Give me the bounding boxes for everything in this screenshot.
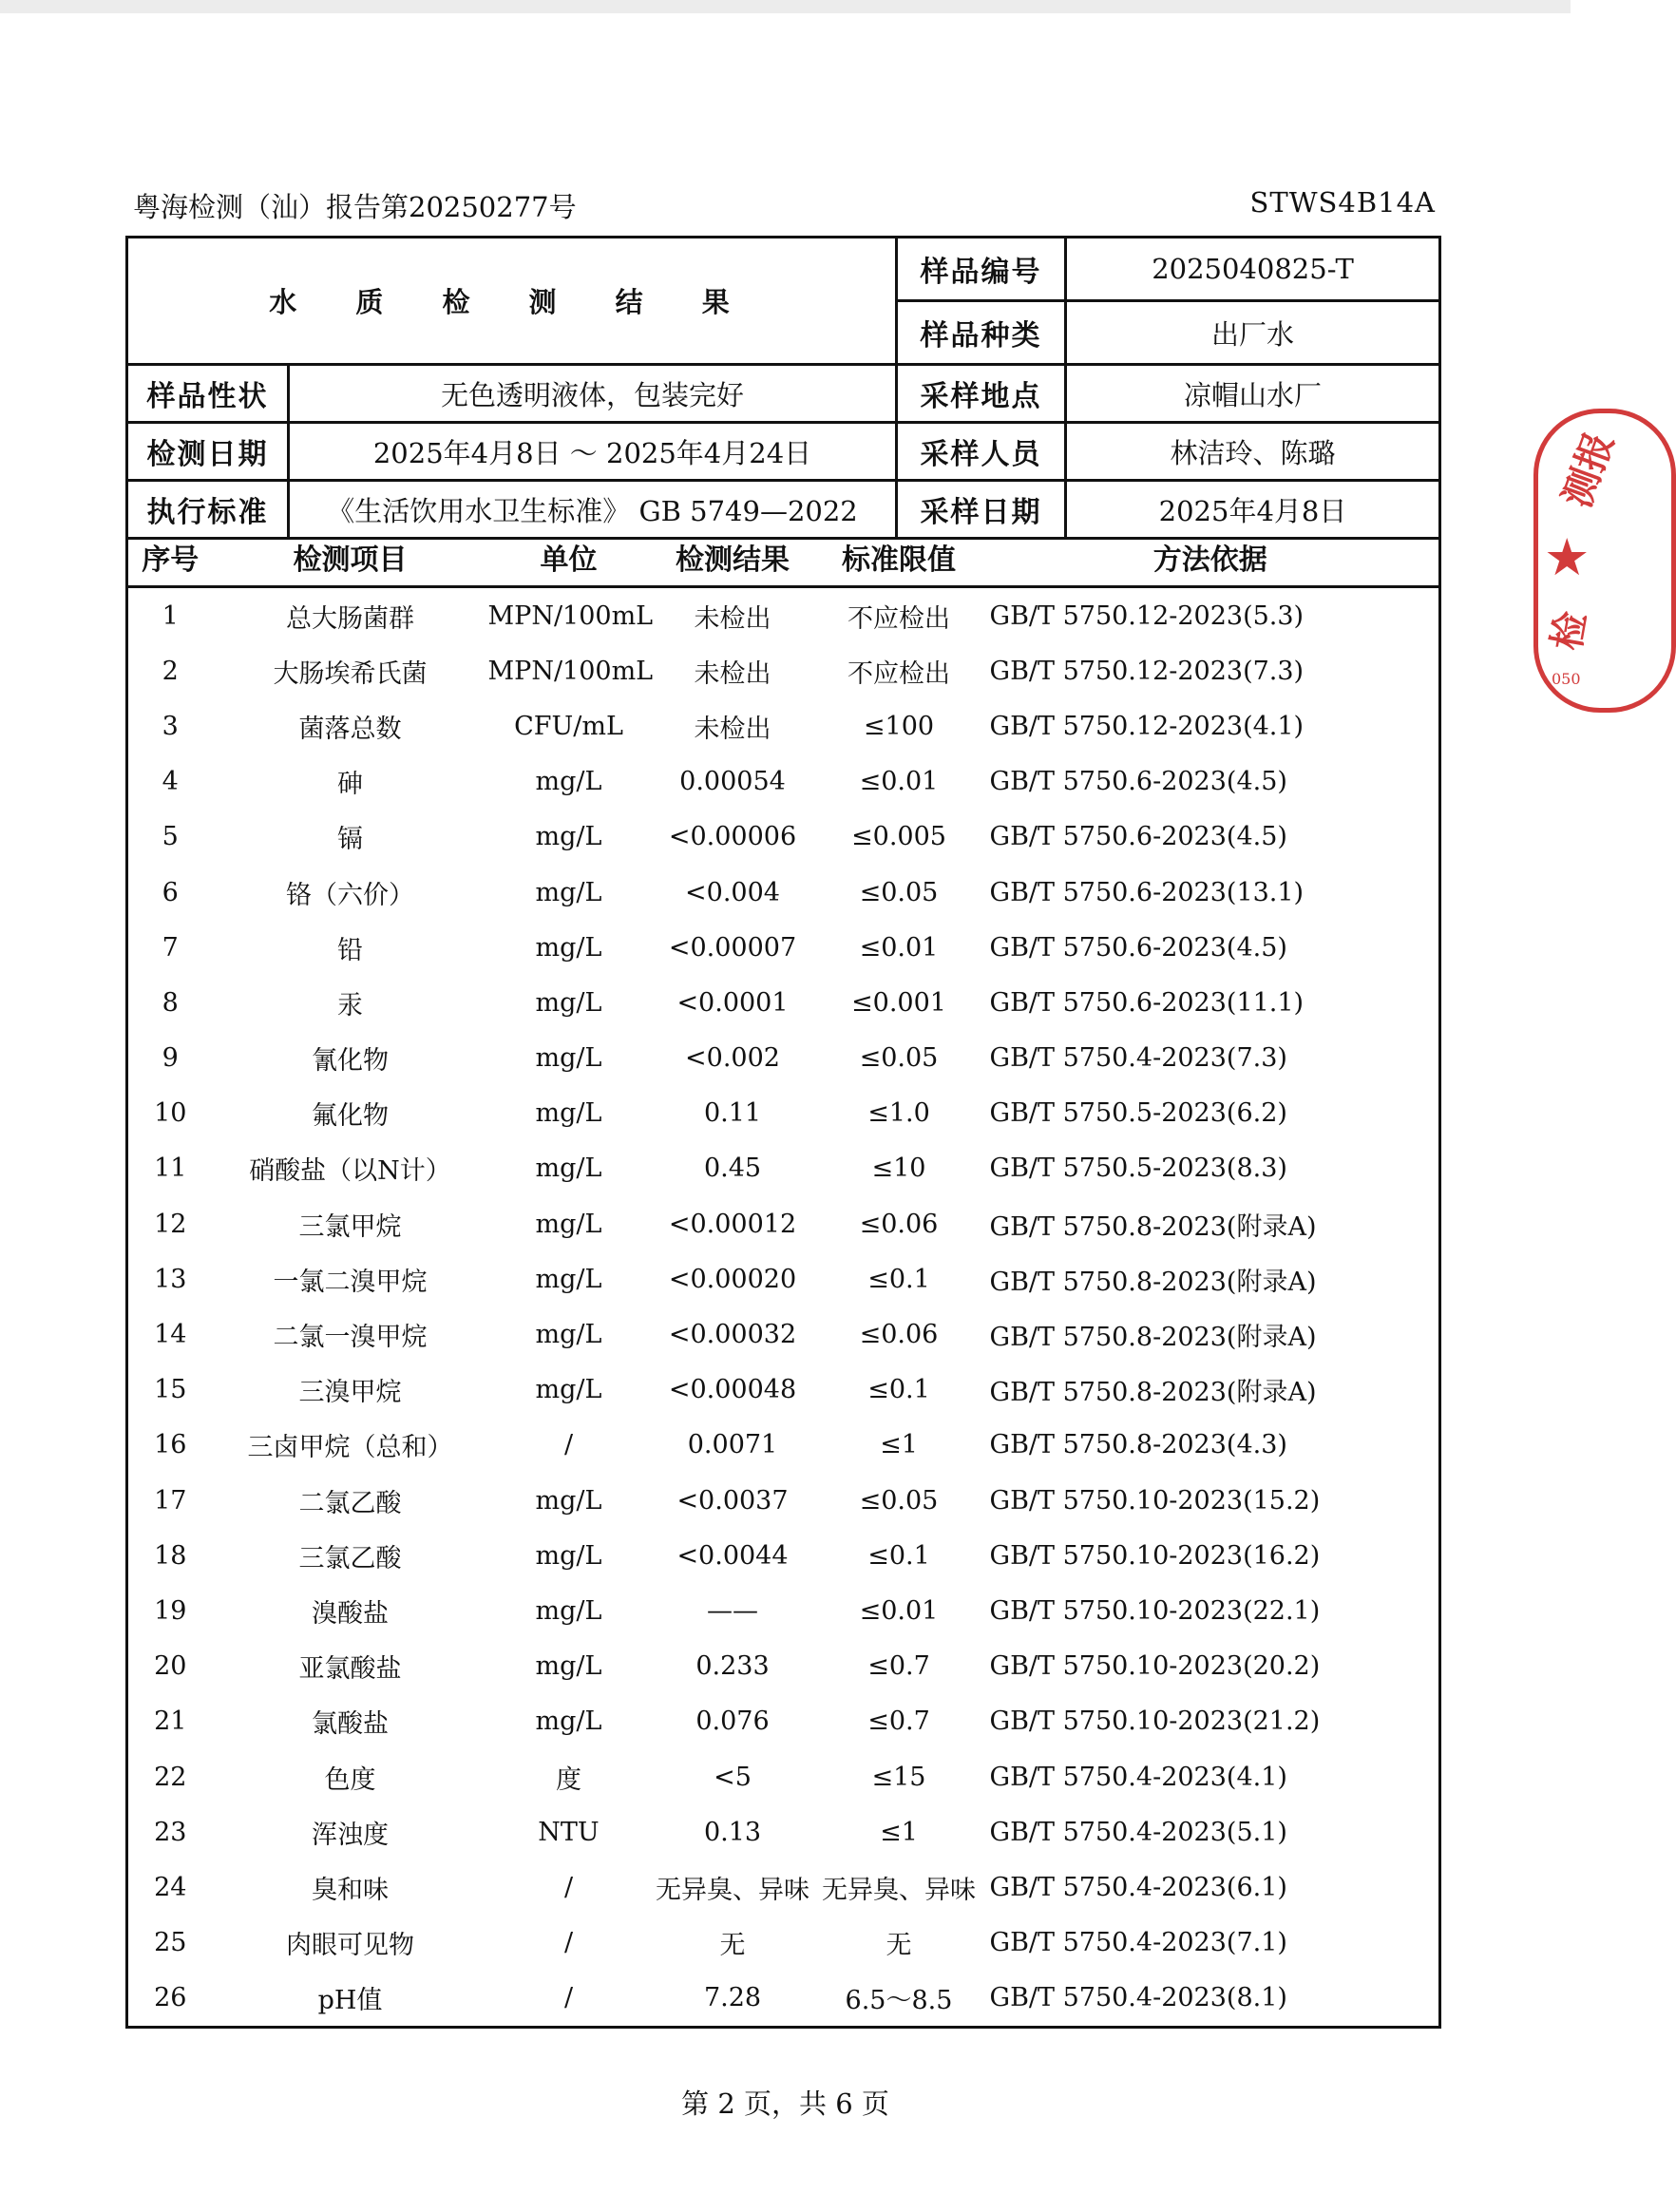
row-number: 3 [162, 711, 179, 741]
table-row [127, 865, 1440, 920]
test-method: GB/T 5750.6-2023(11.1) [989, 987, 1305, 1018]
limit-value: ≤0.05 [859, 1043, 939, 1074]
test-item: 亚氯酸盐 [298, 1654, 402, 1685]
table-row [127, 1583, 1440, 1638]
table-row [127, 1473, 1440, 1528]
test-result: <0.00020 [668, 1264, 797, 1294]
table-row [127, 698, 1440, 753]
star-icon: ★ [1544, 527, 1590, 587]
table-row [127, 1916, 1440, 1971]
row-number: 26 [154, 1983, 187, 2013]
row-number: 24 [154, 1872, 187, 1902]
standard-label: 执行标准 [127, 481, 289, 539]
unit: mg/L [535, 1098, 602, 1129]
sample-info-table [125, 236, 1441, 540]
table-row [127, 1418, 1440, 1473]
table-row [127, 920, 1440, 975]
test-item: 大肠埃希氏菌 [273, 658, 428, 689]
test-item: 氯酸盐 [312, 1709, 389, 1740]
test-result: 0.0071 [687, 1430, 778, 1460]
test-method: GB/T 5750.10-2023(22.1) [989, 1595, 1321, 1626]
unit: mg/L [535, 1540, 602, 1571]
test-result: <0.0044 [676, 1540, 789, 1571]
limit-value: ≤0.7 [867, 1707, 930, 1737]
test-result: 无 [719, 1931, 746, 1961]
test-result: —— [707, 1595, 758, 1626]
test-item: 三氯乙酸 [298, 1543, 402, 1573]
limit-value: ≤0.1 [867, 1540, 930, 1571]
sample-state-label: 样品性状 [127, 365, 289, 423]
sampler-value: 林洁玲、陈璐 [1066, 423, 1440, 481]
limit-value: ≤15 [871, 1762, 926, 1792]
test-item: 铅 [337, 935, 363, 965]
stamp-text: 检 [1544, 608, 1595, 654]
table-row [127, 975, 1440, 1030]
test-method: GB/T 5750.6-2023(4.5) [989, 767, 1287, 797]
test-date-value: 2025年4月8日 ～ 2025年4月24日 [289, 423, 897, 481]
test-result: 未检出 [694, 603, 771, 634]
unit: mg/L [535, 1320, 602, 1350]
unit: MPN/100mL [487, 656, 654, 686]
row-number: 25 [154, 1928, 187, 1958]
test-item: 肉眼可见物 [286, 1931, 414, 1961]
unit: mg/L [535, 1154, 602, 1184]
test-result: 7.28 [703, 1983, 762, 2013]
row-number: 19 [154, 1595, 187, 1626]
sample-no-label: 样品编号 [897, 238, 1066, 301]
test-item: 三卤甲烷（总和） [247, 1433, 453, 1463]
test-method: GB/T 5750.4-2023(7.3) [989, 1043, 1287, 1074]
row-number: 10 [154, 1098, 187, 1129]
form-code: STWS4B14A [1249, 186, 1436, 219]
limit-value: ≤1.0 [867, 1098, 930, 1129]
unit: / [563, 1872, 574, 1902]
test-result: <0.004 [685, 877, 780, 907]
row-number: 21 [154, 1707, 187, 1737]
unit: mg/L [535, 1651, 602, 1682]
row-number: 22 [154, 1762, 187, 1792]
limit-value: ≤0.1 [867, 1375, 930, 1405]
limit-value: ≤100 [863, 711, 935, 741]
test-method: GB/T 5750.6-2023(4.5) [989, 932, 1287, 963]
stamp-number: 050 [1552, 670, 1581, 688]
test-result: <0.0001 [676, 987, 789, 1018]
test-item: 总大肠菌群 [286, 603, 414, 634]
unit: mg/L [535, 1264, 602, 1294]
scan-top-edge [0, 0, 1571, 13]
unit: mg/L [535, 1485, 602, 1516]
row-number: 7 [162, 932, 179, 963]
limit-value: 无异臭、异味 [822, 1875, 976, 1905]
unit: / [563, 1430, 574, 1460]
test-item: 汞 [337, 990, 363, 1020]
test-method: GB/T 5750.4-2023(6.1) [989, 1872, 1287, 1902]
table-row [127, 1639, 1440, 1694]
test-result: 未检出 [694, 714, 771, 744]
unit: mg/L [535, 1595, 602, 1626]
sample-state-value: 无色透明液体，包装完好 [289, 365, 897, 423]
test-method: GB/T 5750.10-2023(20.2) [989, 1651, 1321, 1682]
row-number: 14 [154, 1320, 187, 1350]
test-method: GB/T 5750.6-2023(13.1) [989, 877, 1305, 907]
test-method: GB/T 5750.12-2023(7.3) [989, 656, 1305, 686]
unit: 度 [556, 1764, 581, 1795]
document-title: 水 质 检 测 结 果 [127, 238, 897, 365]
table-row [127, 810, 1440, 865]
test-item: 浑浊度 [312, 1820, 389, 1850]
unit: MPN/100mL [487, 601, 654, 631]
sample-site-value: 凉帽山水厂 [1066, 365, 1440, 423]
table-row [127, 643, 1440, 698]
standard-value: 《生活饮用水卫生标准》 GB 5749—2022 [289, 481, 897, 539]
test-item: 砷 [337, 770, 363, 800]
row-number: 11 [154, 1154, 187, 1184]
stamp-text: 测报 [1554, 426, 1623, 514]
sample-date-label: 采样日期 [897, 481, 1066, 539]
test-item: 氟化物 [312, 1101, 389, 1132]
test-method: GB/T 5750.5-2023(6.2) [989, 1098, 1287, 1129]
test-result: <0.00032 [668, 1320, 797, 1350]
test-result: <0.00048 [668, 1375, 797, 1405]
table-row [127, 1694, 1440, 1749]
test-item: 镉 [337, 825, 363, 855]
row-number: 20 [154, 1651, 187, 1682]
table-row [127, 1971, 1440, 2028]
test-item: pH值 [317, 1986, 383, 2016]
table-row [127, 1804, 1440, 1859]
row-number: 15 [154, 1375, 187, 1405]
unit: mg/L [535, 1209, 602, 1239]
row-number: 17 [154, 1485, 187, 1516]
test-result: <0.00006 [668, 822, 797, 852]
test-result: 0.233 [695, 1651, 770, 1682]
test-result: <0.002 [685, 1043, 780, 1074]
test-result: <0.0037 [676, 1485, 789, 1516]
row-number: 12 [154, 1209, 187, 1239]
test-item: 氰化物 [312, 1046, 389, 1077]
results-body [127, 587, 1440, 2028]
table-row [127, 587, 1440, 644]
row-number: 4 [162, 767, 179, 797]
unit: mg/L [535, 1043, 602, 1074]
test-date-label: 检测日期 [127, 423, 289, 481]
test-result: 0.076 [695, 1707, 770, 1737]
sample-site-label: 采样地点 [897, 365, 1066, 423]
test-method: GB/T 5750.4-2023(4.1) [989, 1762, 1287, 1792]
test-method: GB/T 5750.6-2023(4.5) [989, 822, 1287, 852]
test-result: <0.00007 [668, 932, 797, 963]
row-number: 16 [154, 1430, 187, 1460]
test-method: GB/T 5750.10-2023(21.2) [989, 1707, 1321, 1737]
row-number: 8 [162, 987, 179, 1018]
limit-value: ≤0.1 [867, 1264, 930, 1294]
table-row [127, 1196, 1440, 1251]
sample-type-value: 出厂水 [1066, 301, 1440, 365]
limit-value: 无 [886, 1931, 912, 1961]
test-method: GB/T 5750.10-2023(16.2) [989, 1540, 1321, 1571]
limit-value: ≤0.01 [859, 767, 939, 797]
test-result: 0.13 [703, 1817, 762, 1847]
limit-value: ≤0.01 [859, 1595, 939, 1626]
limit-value: ≤0.01 [859, 932, 939, 963]
table-row [127, 1749, 1440, 1804]
test-item: 二氯乙酸 [298, 1488, 402, 1518]
test-item: 三溴甲烷 [298, 1378, 402, 1408]
test-item: 臭和味 [312, 1875, 389, 1905]
unit: / [563, 1928, 574, 1958]
test-method: GB/T 5750.8-2023(附录A) [989, 1267, 1317, 1297]
row-number: 1 [162, 601, 179, 631]
test-item: 一氯二溴甲烷 [273, 1267, 428, 1297]
table-row [127, 1141, 1440, 1196]
unit: mg/L [535, 877, 602, 907]
limit-value: ≤0.005 [851, 822, 946, 852]
row-number: 2 [162, 656, 179, 686]
test-method: GB/T 5750.4-2023(5.1) [989, 1817, 1287, 1847]
test-method: GB/T 5750.8-2023(4.3) [989, 1430, 1287, 1460]
test-item: 三氯甲烷 [298, 1211, 402, 1242]
unit: CFU/mL [514, 711, 623, 741]
table-row [127, 754, 1440, 810]
test-item: 铬（六价） [286, 880, 414, 910]
row-number: 13 [154, 1264, 187, 1294]
test-method: GB/T 5750.4-2023(8.1) [989, 1983, 1287, 2013]
limit-value: ≤1 [880, 1430, 918, 1460]
test-result: 0.45 [703, 1154, 762, 1184]
red-seal-stamp [1533, 409, 1676, 713]
test-method: GB/T 5750.8-2023(附录A) [989, 1378, 1317, 1408]
limit-value: ≤10 [871, 1154, 926, 1184]
test-item: 菌落总数 [298, 714, 402, 744]
unit: NTU [538, 1817, 600, 1847]
table-row [127, 1363, 1440, 1418]
limit-value: ≤0.06 [859, 1320, 939, 1350]
test-method: GB/T 5750.5-2023(8.3) [989, 1154, 1287, 1184]
column-header: 标准限值 [816, 528, 982, 587]
test-result: 0.11 [703, 1098, 762, 1129]
unit: mg/L [535, 987, 602, 1018]
test-result: 无异臭、异味 [656, 1875, 809, 1905]
test-method: GB/T 5750.12-2023(4.1) [989, 711, 1305, 741]
table-row [127, 1031, 1440, 1086]
limit-value: 不应检出 [848, 603, 950, 634]
unit: / [563, 1983, 574, 2013]
limit-value: ≤0.05 [859, 877, 939, 907]
limit-value: ≤0.001 [851, 987, 946, 1018]
limit-value: 不应检出 [848, 658, 950, 689]
unit: mg/L [535, 932, 602, 963]
limit-value: ≤0.05 [859, 1485, 939, 1516]
column-header: 检测项目 [213, 528, 488, 587]
unit: mg/L [535, 767, 602, 797]
row-number: 23 [154, 1817, 187, 1847]
limit-value: 6.5～8.5 [845, 1986, 953, 2016]
test-result: 未检出 [694, 658, 771, 689]
column-header: 单位 [488, 528, 650, 587]
sample-type-label: 样品种类 [897, 301, 1066, 365]
table-row [127, 1306, 1440, 1362]
row-number: 5 [162, 822, 179, 852]
test-item: 硝酸盐（以N计） [249, 1156, 451, 1187]
test-item: 溴酸盐 [312, 1598, 389, 1629]
table-row [127, 1251, 1440, 1306]
table-row [127, 1086, 1440, 1141]
row-number: 6 [162, 877, 179, 907]
test-method: GB/T 5750.12-2023(5.3) [989, 601, 1305, 631]
unit: mg/L [535, 1707, 602, 1737]
test-item: 色度 [324, 1764, 376, 1795]
report-number: 粤海检测（汕）报告第20250277号 [133, 191, 577, 223]
test-result: <5 [714, 1762, 752, 1792]
table-row [127, 1528, 1440, 1583]
limit-value: ≤0.06 [859, 1209, 939, 1239]
sample-no-value: 2025040825-T [1066, 238, 1440, 301]
column-header: 检测结果 [650, 528, 816, 587]
sampler-label: 采样人员 [897, 423, 1066, 481]
column-header: 序号 [127, 528, 213, 587]
test-result: 0.00054 [679, 767, 786, 797]
results-header-row [127, 528, 1440, 587]
row-number: 18 [154, 1540, 187, 1571]
test-result: <0.00012 [668, 1209, 797, 1239]
limit-value: ≤1 [880, 1817, 918, 1847]
row-number: 9 [162, 1043, 179, 1074]
test-method: GB/T 5750.10-2023(15.2) [989, 1485, 1321, 1516]
limit-value: ≤0.7 [867, 1651, 930, 1682]
unit: mg/L [535, 1375, 602, 1405]
page-number: 第 2 页，共 6 页 [681, 2088, 889, 2120]
sample-date-value: 2025年4月8日 [1066, 481, 1440, 539]
unit: mg/L [535, 822, 602, 852]
results-table [125, 528, 1441, 2029]
test-item: 二氯一溴甲烷 [273, 1323, 428, 1353]
table-row [127, 1859, 1440, 1915]
test-method: GB/T 5750.8-2023(附录A) [989, 1211, 1317, 1242]
test-method: GB/T 5750.4-2023(7.1) [989, 1928, 1287, 1958]
test-method: GB/T 5750.8-2023(附录A) [989, 1323, 1317, 1353]
column-header: 方法依据 [982, 528, 1440, 587]
